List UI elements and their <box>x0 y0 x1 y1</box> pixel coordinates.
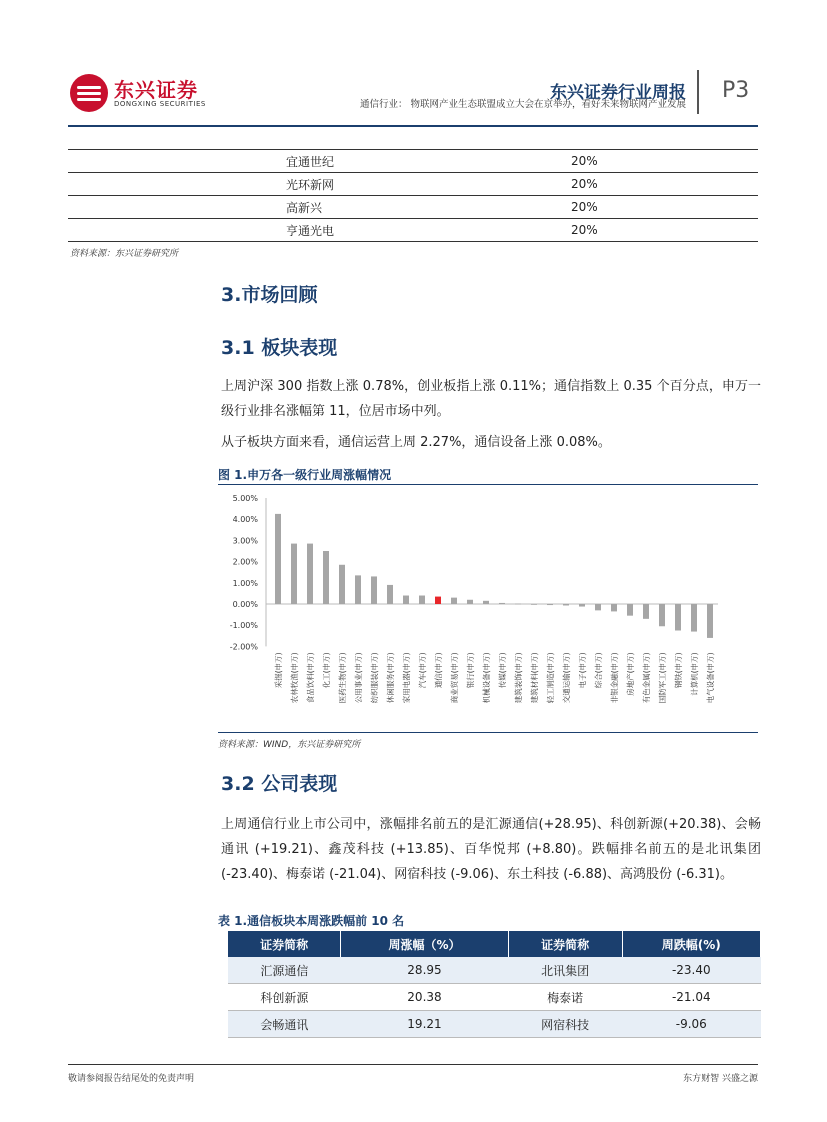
table-cell: 网宿科技 <box>508 1011 622 1038</box>
bar <box>435 597 441 604</box>
bar <box>627 604 633 616</box>
bar <box>691 604 697 632</box>
y-tick-label: 4.00% <box>232 515 258 525</box>
bar <box>531 604 537 605</box>
subsection-heading: 3.2 公司表现 <box>221 773 338 795</box>
x-tick-label: 轻工制造(申万) <box>546 652 555 704</box>
table-title: 表 1.通信板块本周涨跌幅前 10 名 <box>218 914 405 928</box>
subsection-heading: 3.1 板块表现 <box>221 337 338 359</box>
bar <box>355 575 361 604</box>
x-tick-label: 建筑装饰(申万) <box>514 652 523 704</box>
table-cell: 会畅通讯 <box>228 1011 341 1038</box>
table-header-row <box>228 931 761 957</box>
bar <box>675 604 681 631</box>
x-tick-label: 公用事业(申万) <box>354 652 363 704</box>
table-cell: 20.38 <box>341 984 508 1011</box>
x-tick-label: 计算机(申万) <box>690 652 699 696</box>
x-tick-label: 休闲服务(申万) <box>386 652 395 704</box>
x-tick-label: 机械设备(申万) <box>482 652 491 704</box>
bar <box>371 576 377 604</box>
stock-weight: 20% <box>380 196 758 219</box>
x-tick-label: 非银金融(申万) <box>610 652 619 704</box>
header-divider <box>697 70 699 114</box>
column-header: 周涨幅（%） <box>341 931 508 957</box>
column-header: 证券简称 <box>508 931 622 957</box>
paragraph: 从子板块方面来看，通信运营上周 2.27%，通信设备上涨 0.08%。 <box>221 435 611 450</box>
x-tick-label: 钢铁(申万) <box>674 652 683 689</box>
y-tick-label: 2.00% <box>232 557 258 567</box>
stock-weight-table <box>68 149 758 242</box>
bar <box>467 600 473 604</box>
column-header: 周跌幅(%) <box>622 931 760 957</box>
paragraph: 上周通信行业上市公司中，涨幅排名前五的是汇源通信(+28.95)、科创新源(+20.38)、会畅通讯 (+19.21)、鑫茂科技 (+13.85)、百华悦邦 (+8.80)。跌幅排名前五的是北讯集团 (-23.40)、梅泰诺 (-21.04)、网宿科技 (-9.06)、东土科技 (-6.88)、高鸿股份 (-6.31)。 <box>221 817 761 882</box>
bar <box>403 596 409 604</box>
stock-weight: 20% <box>380 219 758 242</box>
stock-name: 高新兴 <box>286 200 323 215</box>
bar <box>643 604 649 619</box>
x-tick-label: 有色金属(申万) <box>642 652 651 704</box>
paragraph: 上周沪深 300 指数上涨 0.78%，创业板指上涨 0.11%；通信指数上 0.35 个百分点，申万一级行业排名涨幅第 11，位居市场中列。 <box>221 379 761 419</box>
table-row <box>68 173 758 196</box>
figure-rule <box>218 732 758 733</box>
x-tick-label: 化工(申万) <box>322 652 331 689</box>
table-cell: 28.95 <box>341 957 508 984</box>
x-tick-label: 农林牧渔(申万) <box>290 652 299 704</box>
x-tick-label: 传媒(申万) <box>498 652 507 689</box>
y-tick-label: 1.00% <box>232 578 258 588</box>
x-tick-label: 综合(申万) <box>594 652 603 689</box>
table-cell: -9.06 <box>622 1011 760 1038</box>
stock-weight: 20% <box>380 150 758 173</box>
disclaimer-note: 敬请参阅报告结尾处的免责声明 <box>68 1074 195 1084</box>
column-header: 证券简称 <box>228 931 341 957</box>
bar <box>579 604 585 607</box>
report-title: 东兴证券行业周报 <box>550 83 686 103</box>
report-subtitle: 通信行业： 物联网产业生态联盟成立大会在京举办，看好未来物联网产业发展 <box>359 99 686 110</box>
y-tick-label: 5.00% <box>232 494 258 503</box>
stock-weight: 20% <box>380 173 758 196</box>
page-number: P3 <box>722 78 750 103</box>
bar-chart <box>218 488 758 728</box>
x-tick-label: 汽车(申万) <box>418 652 427 689</box>
table-row <box>68 219 758 242</box>
stock-name: 亨通光电 <box>286 223 335 238</box>
y-tick-label: -2.00% <box>229 642 258 652</box>
x-tick-label: 食品饮料(申万) <box>306 652 315 704</box>
bar <box>499 603 505 604</box>
table-row <box>228 957 761 984</box>
table-cell: 19.21 <box>341 1011 508 1038</box>
y-tick-label: 0.00% <box>232 600 258 609</box>
table-cell: 北讯集团 <box>508 957 622 984</box>
bar <box>611 604 617 611</box>
stock-name: 光环新网 <box>286 177 335 192</box>
x-tick-label: 纺织服装(申万) <box>370 652 379 704</box>
x-tick-label: 通信(申万) <box>434 652 443 689</box>
table-row <box>228 984 761 1011</box>
bar <box>419 596 425 604</box>
y-tick-label: 3.00% <box>232 536 258 546</box>
bar <box>659 604 665 626</box>
x-tick-label: 电气设备(申万) <box>706 652 715 704</box>
figure-rule <box>218 484 758 485</box>
table-cell: -21.04 <box>622 984 760 1011</box>
section-heading: 3.市场回顾 <box>221 284 318 306</box>
bar <box>707 604 713 638</box>
table-row <box>68 196 758 219</box>
bar <box>547 604 553 605</box>
bar <box>595 604 601 610</box>
bar <box>563 604 569 605</box>
table-row <box>68 150 758 173</box>
header-rule <box>68 125 758 127</box>
bar <box>291 544 297 604</box>
table-cell: 梅泰诺 <box>508 984 622 1011</box>
x-tick-label: 采掘(申万) <box>274 652 283 689</box>
x-tick-label: 建筑材料(申万) <box>530 652 539 704</box>
bar <box>451 598 457 604</box>
bar <box>339 565 345 604</box>
footer-slogan: 东方财智 兴盛之源 <box>683 1074 758 1084</box>
bar <box>387 585 393 604</box>
x-tick-label: 交通运输(申万) <box>562 652 571 704</box>
stock-name: 宜通世纪 <box>286 154 335 169</box>
x-tick-label: 国防军工(申万) <box>658 652 667 704</box>
footer-rule <box>68 1064 758 1065</box>
logo-text: 东兴证券 <box>114 78 198 102</box>
bar <box>483 601 489 604</box>
x-tick-label: 商业贸易(申万) <box>450 652 459 704</box>
top10-table <box>228 931 761 1038</box>
table-cell: -23.40 <box>622 957 760 984</box>
source-note: 资料来源：WIND，东兴证券研究所 <box>218 740 361 750</box>
source-note: 资料来源：东兴证券研究所 <box>70 249 179 259</box>
x-tick-label: 银行(申万) <box>466 652 475 689</box>
table-row <box>228 1011 761 1038</box>
logo-english-text: DONGXING SECURITIES <box>114 100 206 108</box>
bar <box>307 544 313 604</box>
bar <box>515 604 521 605</box>
x-tick-label: 家用电器(申万) <box>402 652 411 704</box>
figure-title: 图 1.申万各一级行业周涨幅情况 <box>218 468 392 482</box>
x-tick-label: 房地产(申万) <box>626 652 635 696</box>
table-cell: 汇源通信 <box>228 957 341 984</box>
y-tick-label: -1.00% <box>229 621 258 631</box>
x-tick-label: 电子(申万) <box>578 652 587 689</box>
bar <box>275 514 281 604</box>
table-cell: 科创新源 <box>228 984 341 1011</box>
logo-icon <box>70 74 108 112</box>
bar <box>323 551 329 604</box>
x-tick-label: 医药生物(申万) <box>338 652 347 704</box>
